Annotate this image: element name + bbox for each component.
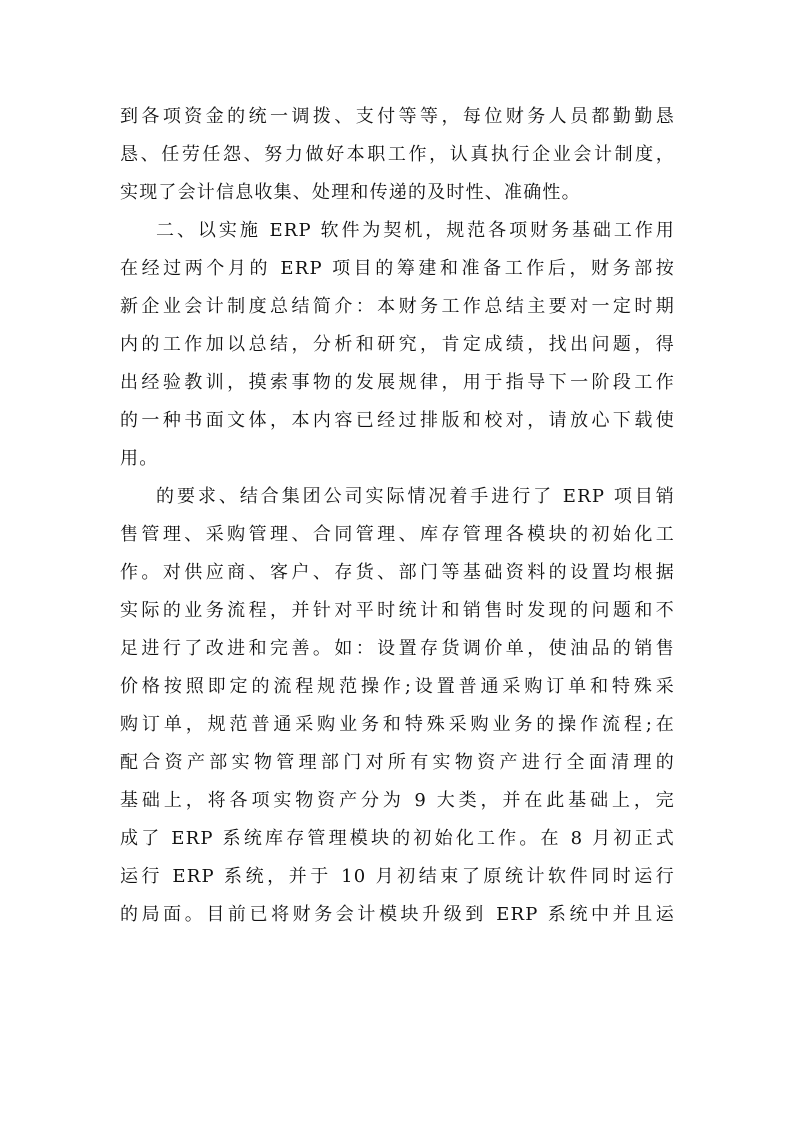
text-line: 出经验教训，摸索事物的发展规律，用于指导下一阶段工作: [120, 372, 675, 393]
paragraph-start-line: 的要求、结合集团公司实际情况着手进行了 ERP 项目销: [156, 486, 675, 507]
text-line: 的局面。目前已将财务会计模块升级到 ERP 系统中并且运: [120, 904, 675, 925]
text-line: 配合资产部实物管理部门对所有实物资产进行全面清理的: [120, 752, 675, 773]
text-line: 足进行了改进和完善。如：设置存货调价单，使油品的销售: [120, 638, 675, 659]
text-line: 用。: [120, 448, 159, 469]
text-line: 运行 ERP 系统，并于 10 月初结束了原统计软件同时运行: [120, 866, 675, 887]
text-line: 实际的业务流程，并针对平时统计和销售时发现的问题和不: [120, 600, 675, 621]
text-line: 售管理、采购管理、合同管理、库存管理各模块的初始化工: [120, 524, 675, 545]
text-line: 基础上，将各项实物资产分为 9 大类，并在此基础上，完: [120, 790, 675, 811]
text-line: 成了 ERP 系统库存管理模块的初始化工作。在 8 月初正式: [120, 828, 675, 849]
text-line: 购订单，规范普通采购业务和特殊采购业务的操作流程;在: [120, 714, 675, 735]
text-line: 作。对供应商、客户、存货、部门等基础资料的设置均根据: [120, 562, 675, 583]
text-line: 恳、任劳任怨、努力做好本职工作，认真执行企业会计制度，: [120, 144, 675, 165]
text-line: 在经过两个月的 ERP 项目的筹建和准备工作后，财务部按: [120, 258, 675, 279]
text-line: 内的工作加以总结，分析和研究，肯定成绩，找出问题，得: [120, 334, 675, 355]
section-heading-line: 二、以实施 ERP 软件为契机，规范各项财务基础工作用: [156, 220, 675, 241]
text-line: 新企业会计制度总结简介：本财务工作总结主要对一定时期: [120, 296, 675, 317]
text-line: 的一种书面文体，本内容已经过排版和校对，请放心下载使: [120, 410, 675, 431]
document-body: [120, 98, 675, 934]
text-line: 价格按照即定的流程规范操作;设置普通采购订单和特殊采: [120, 676, 675, 697]
text-line: 实现了会计信息收集、处理和传递的及时性、准确性。: [120, 182, 581, 203]
text-line: 到各项资金的统一调拨、支付等等，每位财务人员都勤勤恳: [120, 106, 675, 127]
